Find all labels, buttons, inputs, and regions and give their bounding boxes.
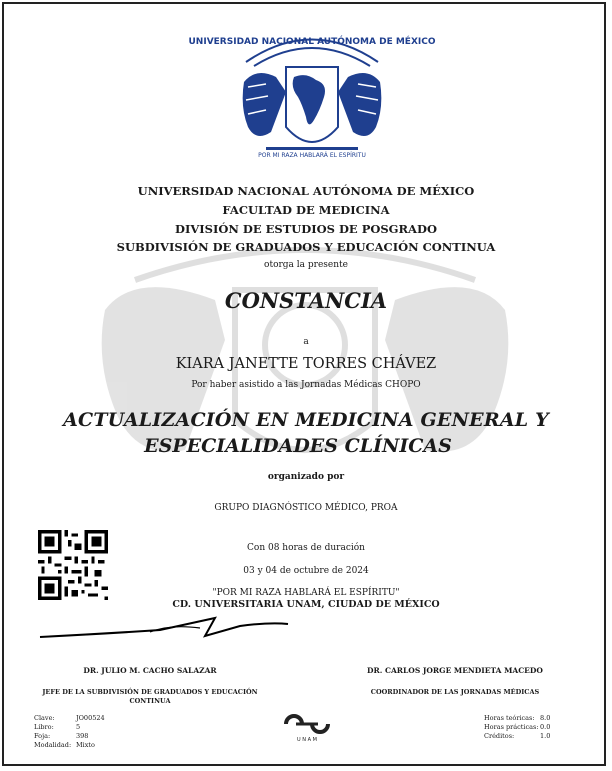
- unam-crest-icon: [188, 22, 436, 162]
- left-signer-role-2: CONTINUA: [129, 697, 171, 705]
- meta-value: Mixto: [76, 741, 95, 749]
- meta-label: Modalidad:: [34, 741, 72, 749]
- left-signer-role-1: JEFE DE LA SUBDIVISIÓN DE GRADUADOS Y EDUCACIÓN: [42, 688, 258, 696]
- attendance-reason: Por haber asistido a las Jornadas Médicas CHOPO: [191, 380, 421, 390]
- meta-row: [484, 723, 564, 732]
- record-metadata: [34, 714, 114, 750]
- meta-row: [484, 714, 564, 723]
- logo-caption: U N A M: [297, 737, 317, 743]
- meta-value: 398: [76, 732, 89, 740]
- to-text: a: [303, 337, 309, 347]
- organized-by-text: organizado por: [267, 472, 345, 482]
- place-text: CD. UNIVERSITARIA UNAM, CIUDAD DE MÉXICO: [172, 599, 440, 610]
- meta-label: Horas prácticas:: [484, 723, 539, 731]
- meta-row: [34, 714, 114, 723]
- subdivision-name: SUBDIVISIÓN DE GRADUADOS Y EDUCACIÓN CONTINUA: [116, 240, 496, 254]
- left-signer-name: DR. JULIO M. CACHO SALAZAR: [83, 666, 217, 675]
- meta-label: Libro:: [34, 723, 54, 731]
- recipient-name: KIARA JANETTE TORRES CHÁVEZ: [175, 356, 437, 372]
- meta-value: JO00524: [76, 714, 105, 722]
- university-name: UNIVERSIDAD NACIONAL AUTÓNOMA DE MÉXICO: [137, 184, 475, 198]
- division-name: DIVISIÓN DE ESTUDIOS DE POSGRADO: [175, 222, 437, 236]
- dates-text: 03 y 04 de octubre de 2024: [243, 566, 369, 576]
- meta-value: 1.0: [540, 732, 551, 740]
- meta-row: [34, 732, 114, 741]
- duration-text: Con 08 horas de duración: [247, 543, 365, 553]
- meta-row: [484, 732, 564, 741]
- meta-value: 8.0: [540, 714, 551, 722]
- meta-label: Horas teóricas:: [484, 714, 535, 722]
- faculty-name: FACULTAD DE MEDICINA: [222, 203, 390, 217]
- meta-label: Clave:: [34, 714, 55, 722]
- right-signer-role: COORDINADOR DE LAS JORNADAS MÉDICAS: [370, 688, 540, 696]
- svg-text:UNIVERSIDAD NACIONAL AUTÓNOMA: UNIVERSIDAD NACIONAL AUTÓNOMA DE MÉXICO: [188, 37, 436, 47]
- right-signer-name: DR. CARLOS JORGE MENDIETA MACEDO: [367, 666, 543, 675]
- meta-label: Créditos:: [484, 732, 515, 740]
- meta-label: Foja:: [34, 732, 51, 740]
- grants-text: otorga la presente: [264, 260, 348, 270]
- meta-value: 0.0: [540, 723, 551, 731]
- document-title: CONSTANCIA: [224, 288, 388, 313]
- meta-row: [34, 723, 114, 732]
- course-title-line1: ACTUALIZACIÓN EN MEDICINA GENERAL Y: [63, 409, 549, 431]
- meta-row: [34, 741, 114, 750]
- svg-text:POR MI RAZA HABLARÁ EL ESPÍRIT: POR MI RAZA HABLARÁ EL ESPÍRITU: [258, 152, 366, 159]
- course-title-line2: ESPECIALIDADES CLÍNICAS: [144, 435, 452, 457]
- meta-value: 5: [76, 723, 81, 731]
- hours-metadata: [484, 714, 564, 741]
- motto-text: "POR MI RAZA HABLARÁ EL ESPÍRITU": [212, 588, 400, 598]
- signature-scribble: [40, 612, 290, 642]
- organizer-name: GRUPO DIAGNÓSTICO MÉDICO, PROA: [214, 503, 398, 513]
- jornadas-logo-icon: [282, 712, 332, 736]
